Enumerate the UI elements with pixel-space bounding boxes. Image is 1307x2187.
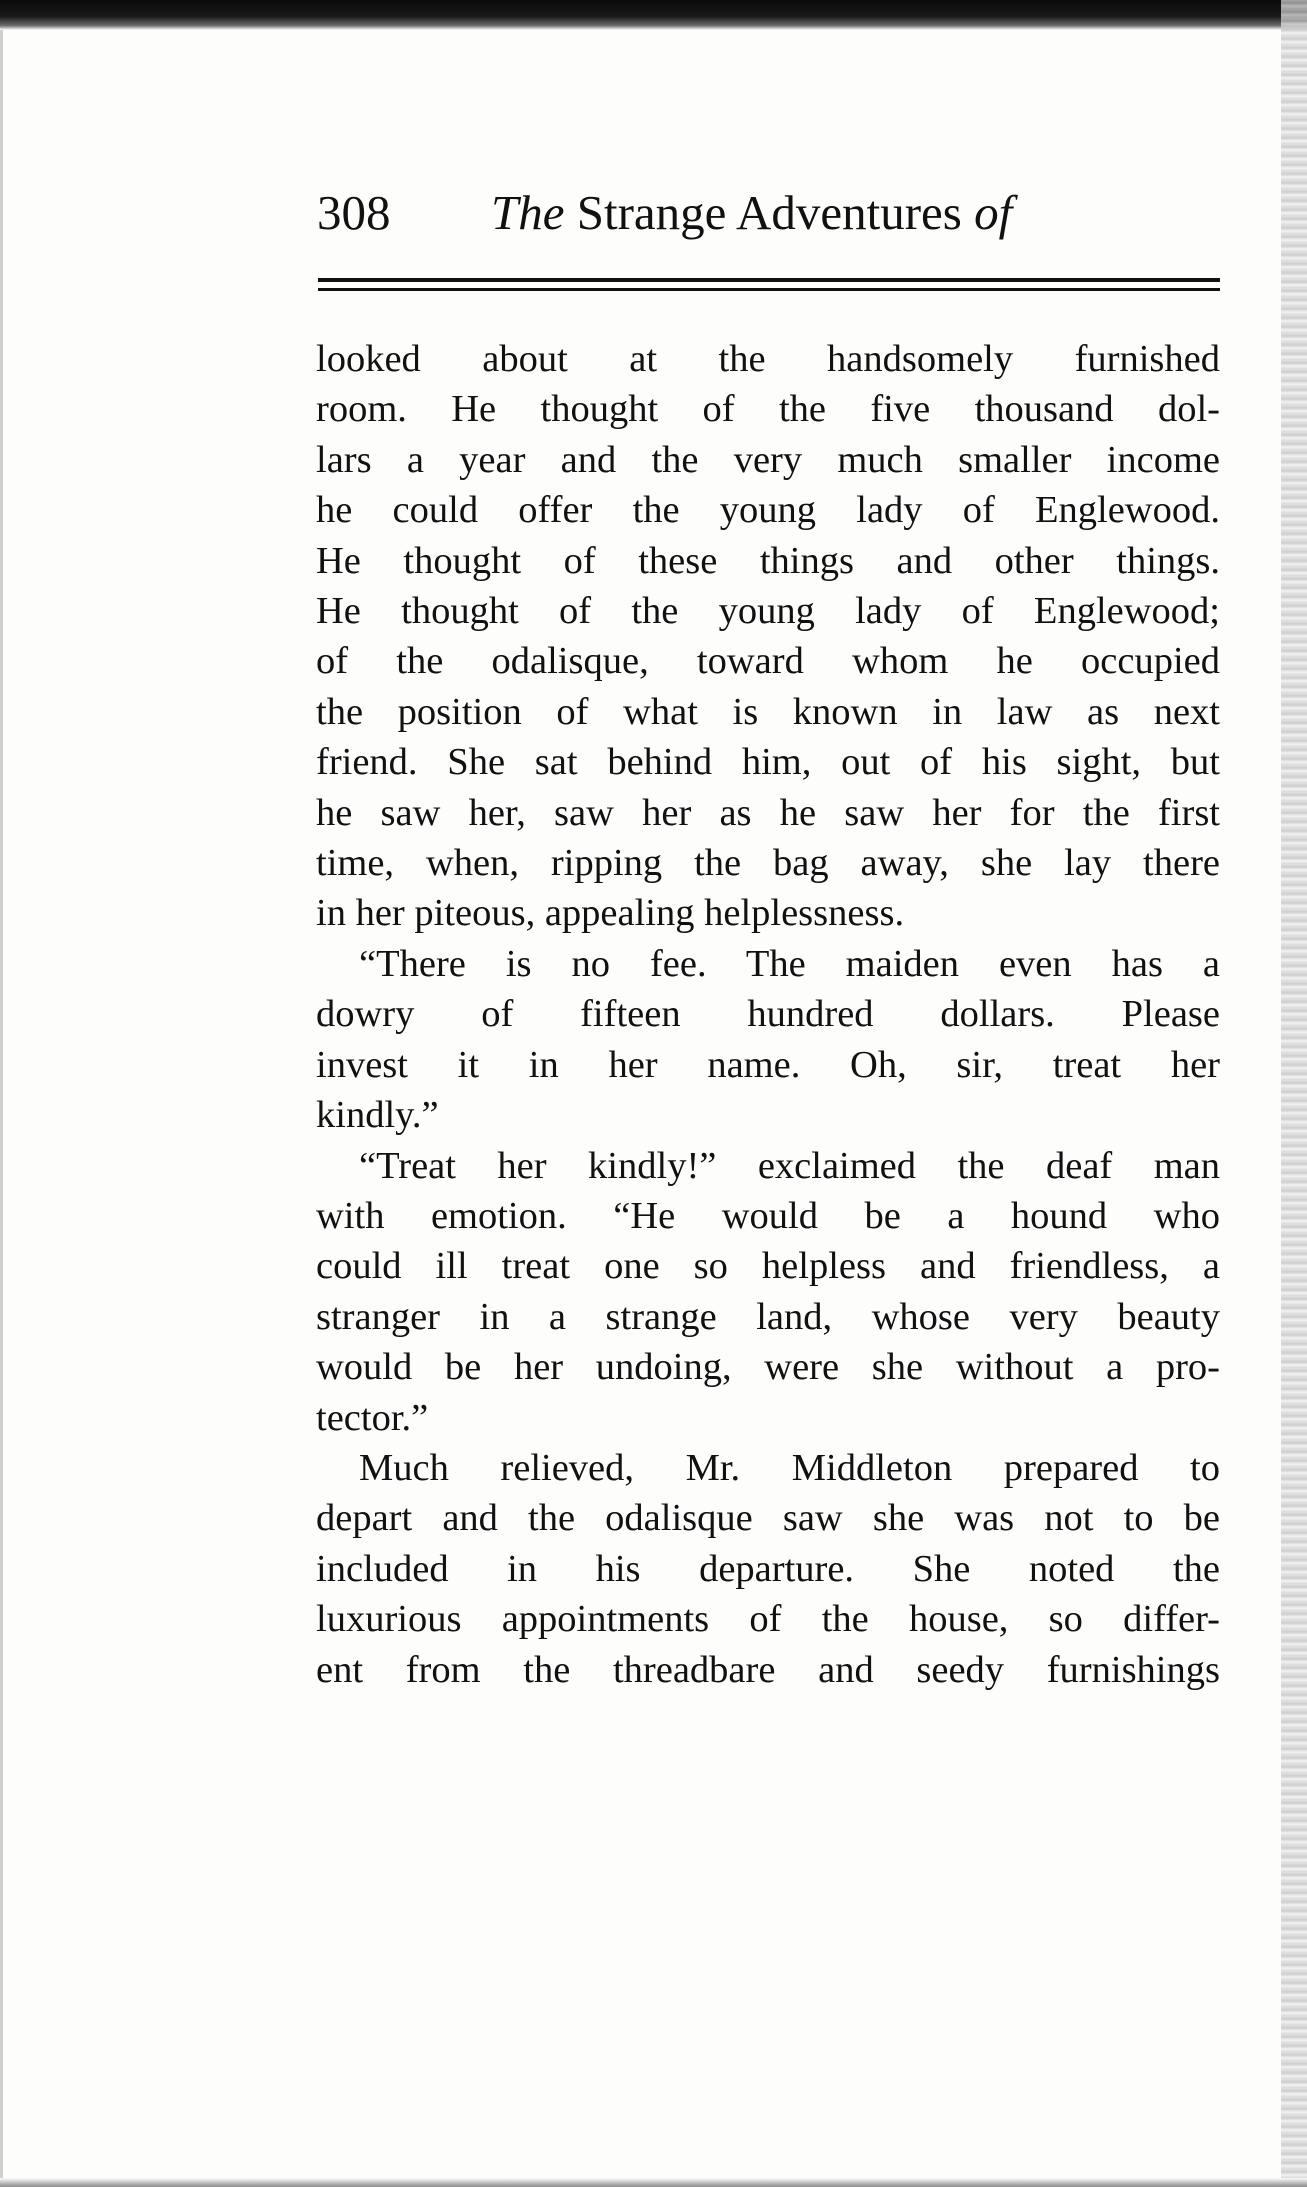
- page-right-edge: [1281, 0, 1307, 2187]
- text-line: he could offer the young lady of Englewood.: [316, 489, 1220, 532]
- text-line: depart and the odalisque saw she was not to be: [316, 1497, 1220, 1540]
- paragraph-3: [316, 1141, 1220, 1443]
- text-line: Much relieved, Mr. Middleton prepared to: [359, 1446, 1220, 1489]
- text-line: time, when, ripping the bag away, she lay there: [316, 842, 1220, 885]
- text-line: could ill treat one so helpless and friendless, a: [316, 1245, 1220, 1288]
- text-line: ent from the threadbare and seedy furnishings: [316, 1648, 1220, 1691]
- text-line: invest it in her name. Oh, sir, treat her: [316, 1043, 1220, 1086]
- running-head: [491, 178, 1012, 248]
- header-rule-bottom: [318, 288, 1220, 291]
- text-line: He thought of these things and other things.: [316, 539, 1220, 582]
- text-line: of the odalisque, toward whom he occupied: [316, 640, 1220, 683]
- text-line: stranger in a strange land, whose very beauty: [316, 1295, 1220, 1338]
- text-line: the position of what is known in law as next: [316, 690, 1220, 733]
- running-head-article: The: [491, 185, 565, 240]
- paragraph-1: [316, 334, 1220, 939]
- text-line: with emotion. “He would be a hound who: [316, 1194, 1220, 1237]
- page-top-shadow: [0, 0, 1307, 30]
- running-head-title: Strange Adventures: [576, 185, 962, 240]
- text-line: tector.”: [316, 1396, 429, 1439]
- text-line: included in his departure. She noted the: [316, 1547, 1220, 1590]
- text-line: room. He thought of the five thousand dol-: [316, 388, 1220, 431]
- page-bottom-edge: [0, 2178, 1307, 2187]
- text-line: “Treat her kindly!” exclaimed the deaf man: [359, 1144, 1220, 1187]
- page-number: 308: [317, 185, 391, 240]
- header-double-rule: [318, 278, 1220, 294]
- paragraph-4: [316, 1443, 1220, 1695]
- paragraph-2: [316, 939, 1220, 1141]
- running-head-of: of: [974, 185, 1013, 240]
- text-line: lars a year and the very much smaller income: [316, 438, 1220, 481]
- text-line: kindly.”: [316, 1094, 439, 1137]
- text-line: luxurious appointments of the house, so differ-: [316, 1598, 1220, 1641]
- page-header: [317, 178, 1217, 248]
- text-line: in her piteous, appealing helplessness.: [316, 892, 905, 935]
- text-line: would be her undoing, were she without a pro-: [316, 1346, 1220, 1389]
- body-text: [316, 334, 1220, 1695]
- text-line: friend. She sat behind him, out of his sight, but: [316, 741, 1220, 784]
- page-left-edge: [0, 30, 3, 2180]
- header-rule-top: [318, 278, 1220, 282]
- text-line: He thought of the young lady of Englewood;: [316, 590, 1220, 633]
- text-line: looked about at the handsomely furnished: [316, 338, 1220, 380]
- text-line: dowry of fifteen hundred dollars. Please: [316, 993, 1220, 1036]
- text-line: “There is no fee. The maiden even has a: [359, 942, 1220, 985]
- text-line: he saw her, saw her as he saw her for the first: [316, 791, 1220, 834]
